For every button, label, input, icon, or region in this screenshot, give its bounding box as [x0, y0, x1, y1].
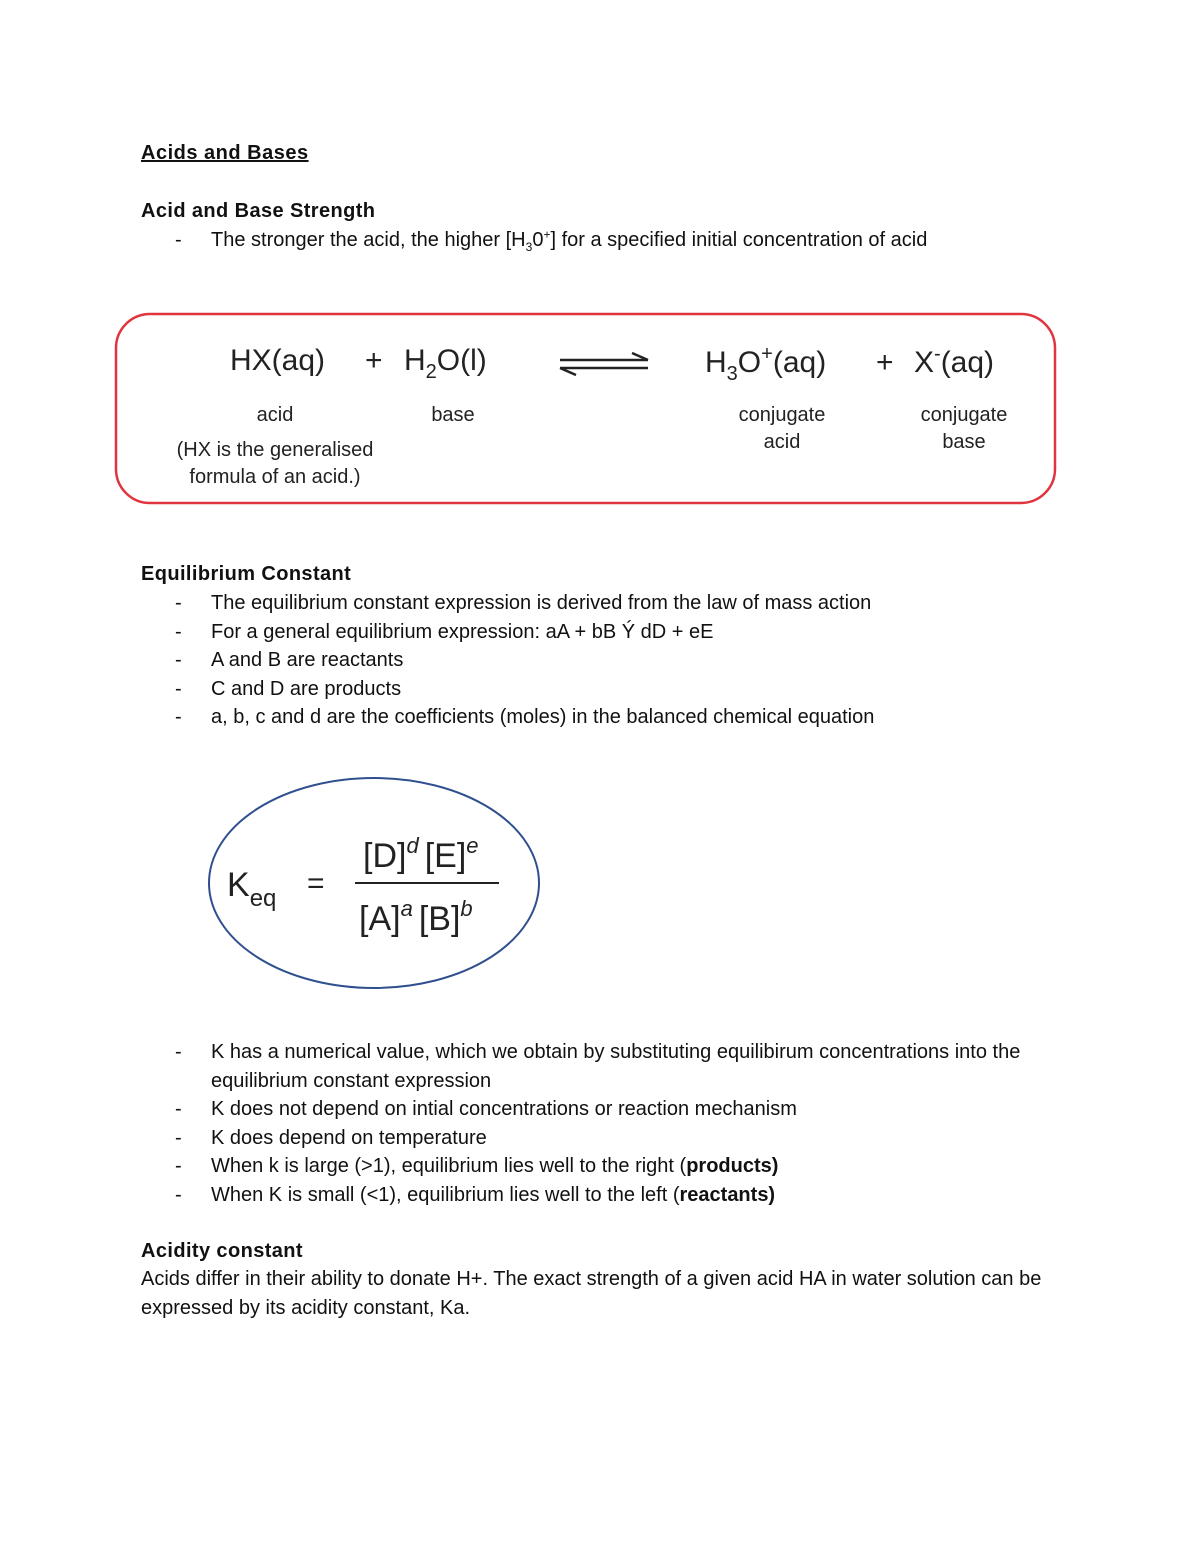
- strength-bullet-list: [141, 226, 1061, 255]
- acidity-paragraph: Acids differ in their ability to donate H+. The exact strength of a given acid HA in water solution can be expressed by its acidity constant, Ka.: [141, 1268, 1042, 1319]
- hx-label: HX(aq): [230, 344, 326, 377]
- list-item: - The stronger the acid, the higher $[H_30^+]$ for a specified initial concentration of acid: [175, 227, 928, 254]
- conjugate-base-formula: X-(aq): [914, 343, 995, 379]
- plus-sign: +: [876, 346, 894, 379]
- list-item: - K does not depend on intial concentrations or reaction mechanism: [175, 1098, 797, 1120]
- heading-equilibrium-constant: Equilibrium Constant: [141, 563, 352, 585]
- list-item: - The equilibrium constant expression is derived from the law of mass action: [175, 592, 872, 614]
- conjugate-base-label-2: base: [942, 431, 986, 453]
- heading-acidity-constant: Acidity constant: [141, 1240, 303, 1262]
- acid-label: acid: [256, 404, 294, 426]
- denominator: $[A]^a$ $[B]^b$: [359, 896, 473, 938]
- list-item: - A and B are reactants: [175, 649, 404, 671]
- list-item: - a, b, c and d are the coefficients (moles) in the balanced chemical equation: [175, 706, 875, 728]
- heading-acid-base-strength: Acid and Base Strength: [141, 200, 376, 222]
- conjugate-base-label-1: conjugate: [920, 404, 1008, 426]
- equilibrium-bullet-list: [141, 589, 1061, 732]
- note-line-2: formula of an acid.): [189, 466, 361, 488]
- equals-sign: =: [307, 867, 325, 900]
- list-item: - For a general equilibrium expression: aA + bB Ý dD + eE: [175, 620, 714, 643]
- keq-symbol: $K_{eq}$: [227, 866, 277, 912]
- keq-formula-diagram: [207, 776, 541, 990]
- conjugate-acid-label-2: acid: [763, 431, 801, 453]
- plus-sign: +: [365, 344, 383, 377]
- note-line-1: (HX is the generalised: [176, 439, 374, 461]
- page-title: Acids and Bases: [141, 142, 309, 164]
- conjugate-acid-label-1: conjugate: [738, 404, 826, 426]
- hydronium-formula: $H_3O^+(aq)$: [705, 343, 827, 385]
- list-item: - C and D are products: [175, 677, 402, 700]
- list-item: - K has a numerical value, which we obtain by substituting equilibirum concentrations into the equilibrium constant expression: [175, 1041, 1021, 1092]
- numerator: $[D]^d$ $[E]^e$: [363, 833, 479, 875]
- k-properties-bullet-list: [141, 1038, 1061, 1209]
- water-formula: $H_2O(l)$: [404, 344, 487, 383]
- base-label: base: [431, 404, 475, 426]
- list-item: - K does depend on temperature: [175, 1126, 487, 1149]
- list-item: - When k is large (>1), equilibrium lies well to the right (products): [175, 1155, 779, 1177]
- reaction-diagram: [114, 312, 1057, 505]
- list-item: - When K is small (<1), equilibrium lies well to the left (reactants): [175, 1183, 776, 1206]
